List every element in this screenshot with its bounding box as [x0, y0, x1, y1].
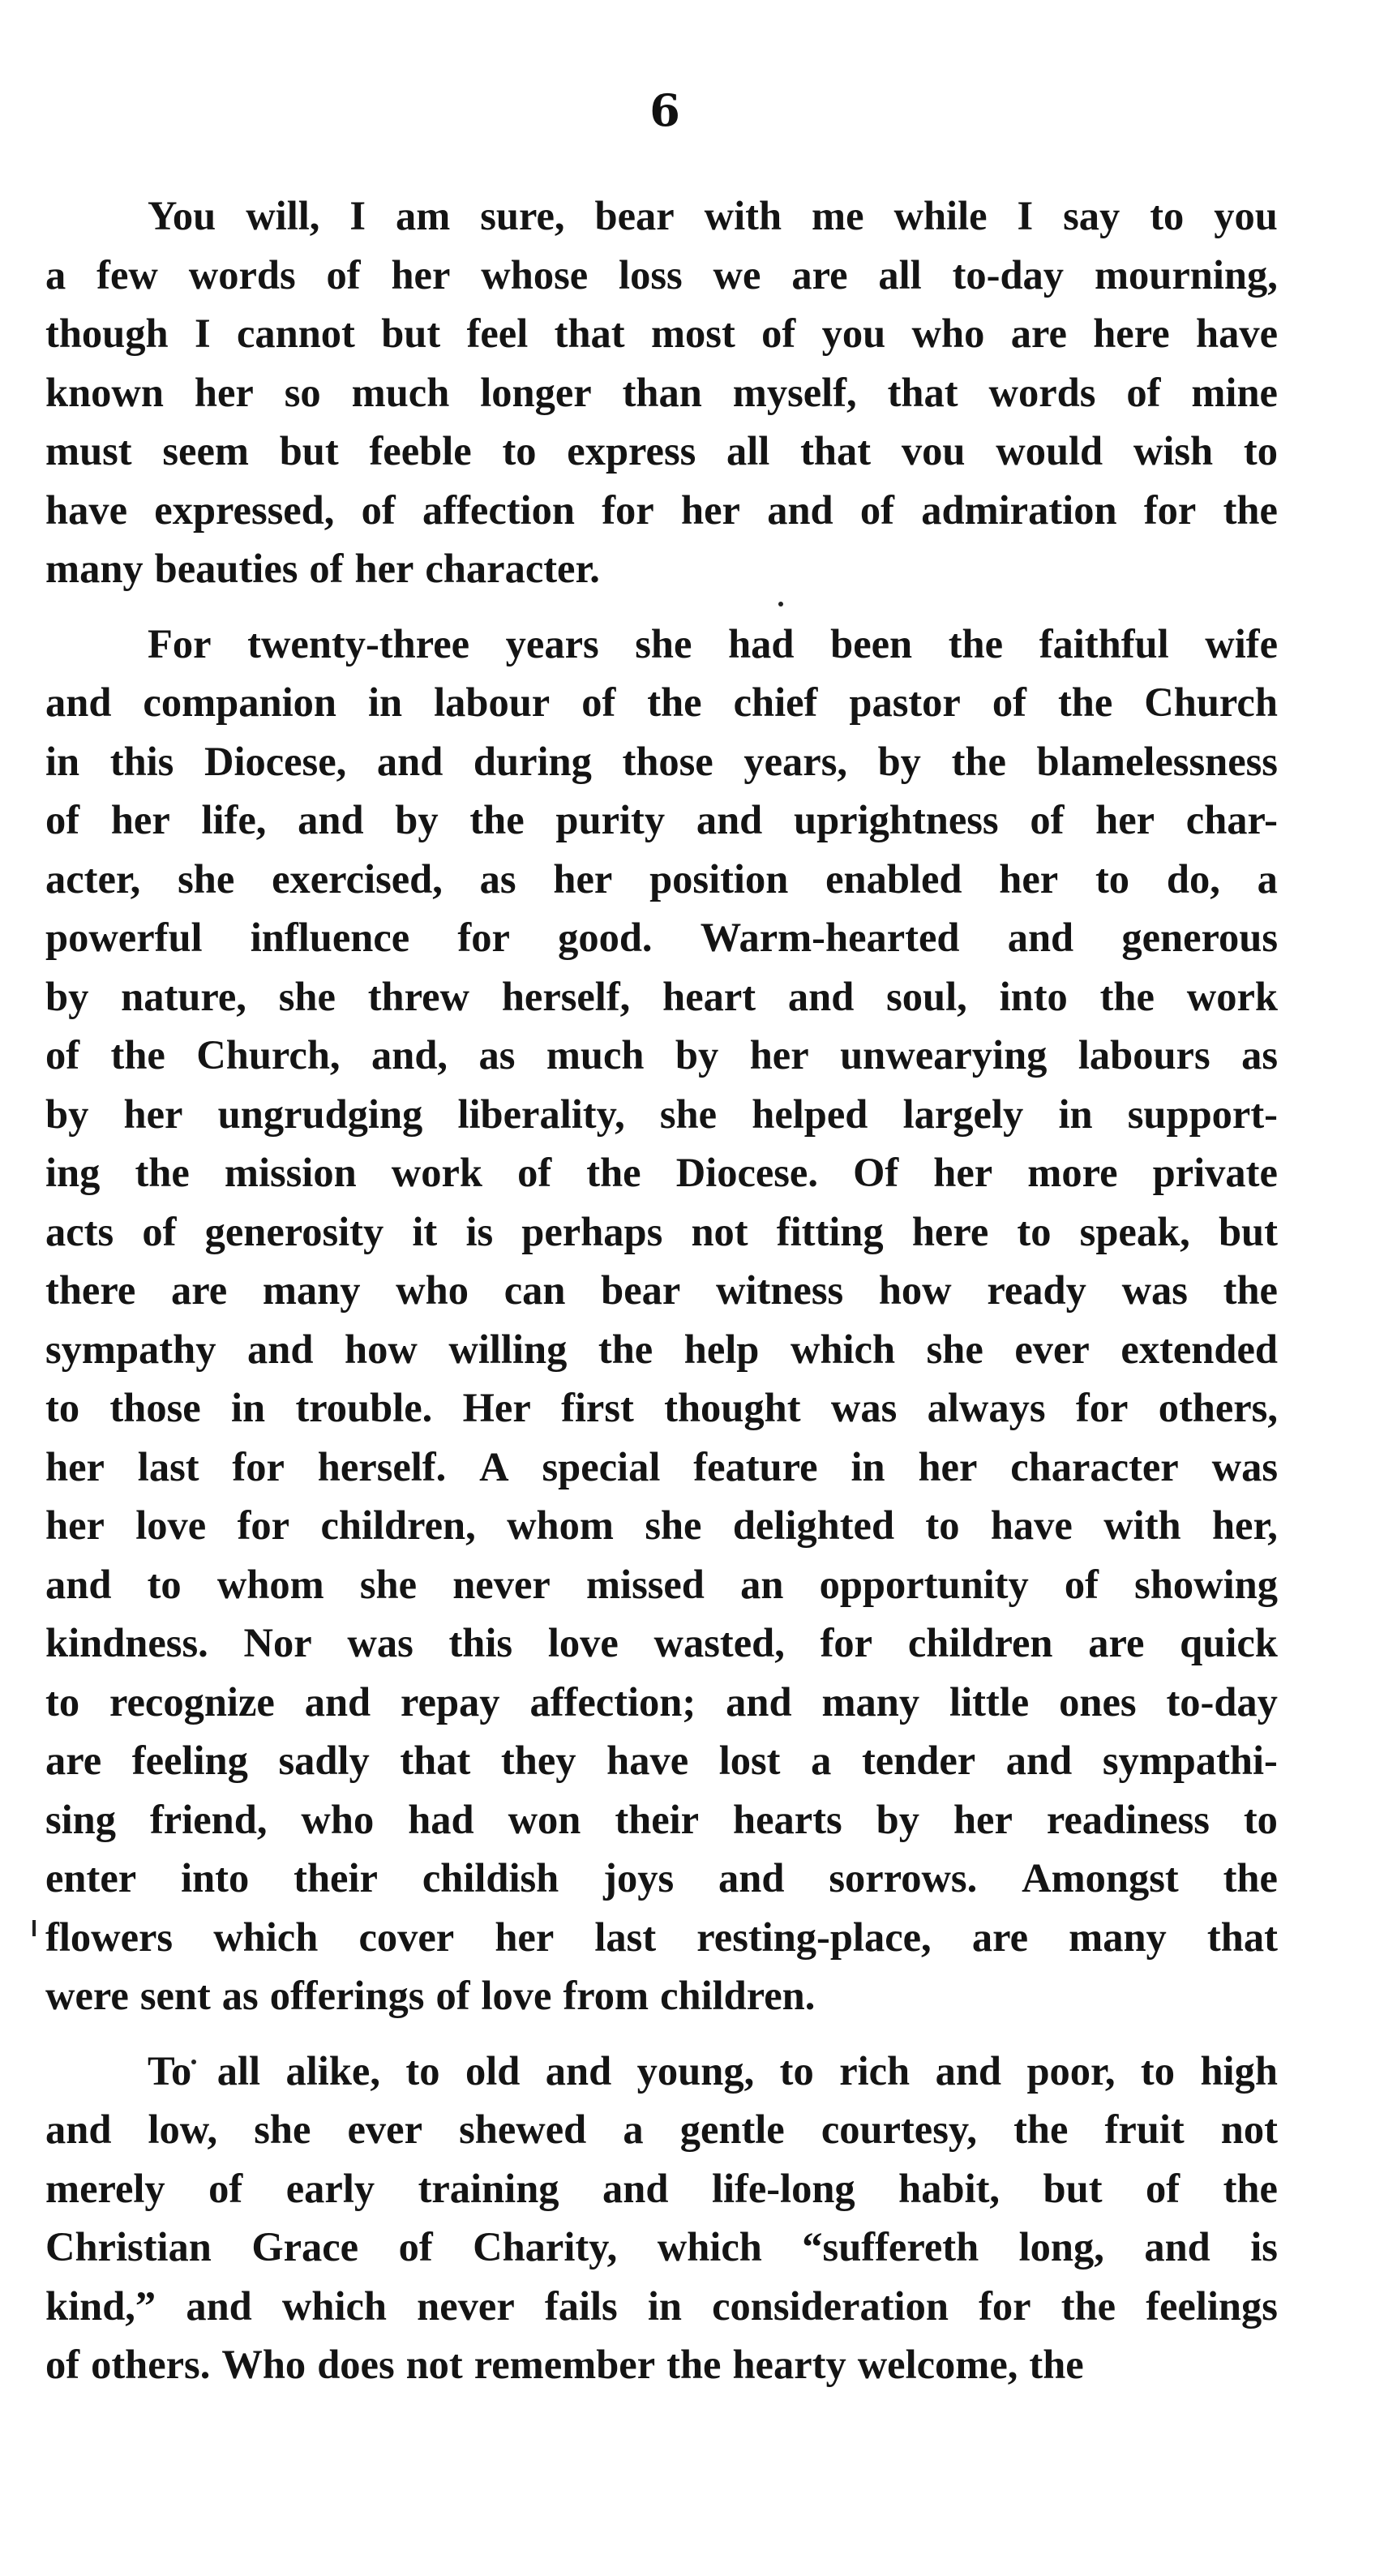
text-line: For twenty-three years she had been the faithful wife: [148, 620, 1278, 667]
print-mark: [32, 1920, 36, 1936]
text-line: many beauties of her character.: [45, 546, 600, 591]
text-line: are feeling sadly that they have lost a tender and sympathi-: [45, 1738, 1278, 1783]
text-line: and companion in labour of the chief pastor of the Church: [45, 679, 1278, 725]
text-line: and to whom she never missed an opportunity of showing: [45, 1561, 1278, 1607]
text-line: You will, I am sure, bear with me while I say to you: [148, 193, 1278, 238]
paragraph-gap: [45, 2025, 1278, 2042]
paragraph-gap: [45, 598, 1278, 615]
print-speck: [778, 602, 783, 606]
text-line: kindness. Nor was this love wasted, for children are quick: [45, 1620, 1278, 1665]
text-line: Christian Grace of Charity, which “suffereth long, and is: [45, 2224, 1278, 2270]
body-text: [45, 186, 1278, 2394]
paragraph: [45, 615, 1278, 2025]
text-line: a few words of her whose loss we are all to-day mourning,: [45, 251, 1278, 298]
text-line: acts of generosity it is perhaps not fitting here to speak, but: [45, 1208, 1278, 1254]
text-line: of her life, and by the purity and uprightness of her char-: [45, 797, 1278, 842]
text-line: sing friend, who had won their hearts by her readiness to: [45, 1796, 1278, 1842]
text-line: have expressed, of affection for her and of admiration for the: [45, 486, 1278, 533]
text-line: sympathy and how willing the help which she ever extended: [45, 1326, 1278, 1372]
text-line: to recognize and repay affection; and many little ones to-day: [45, 1678, 1278, 1725]
text-line: there are many who can bear witness how ready was the: [45, 1267, 1278, 1313]
page-number: 6: [649, 84, 680, 136]
print-speck: [191, 2060, 196, 2064]
text-line: acter, she exercised, as her position enabled her to do, a: [45, 855, 1278, 902]
text-line: kind,” and which never fails in consideration for the feelings: [45, 2282, 1278, 2329]
text-line: by nature, she threw herself, heart and soul, into the work: [45, 973, 1278, 1019]
paragraph: [45, 186, 1278, 598]
text-line: ing the mission work of the Diocese. Of her more private: [45, 1150, 1278, 1195]
text-line: of others. Who does not remember the hearty welcome, the: [45, 2342, 1084, 2387]
text-line: were sent as offerings of love from children.: [45, 1973, 816, 2018]
text-line: of the Church, and, as much by her unwearying labours as: [45, 1032, 1278, 1078]
text-line: known her so much longer than myself, that words of mine: [45, 369, 1278, 415]
text-line: though I cannot but feel that most of you who are here have: [45, 311, 1278, 356]
text-line: in this Diocese, and during those years, by the blamelessness: [45, 738, 1278, 784]
paragraph: [45, 2042, 1278, 2394]
text-line: and low, she ever shewed a gentle courtesy, the fruit not: [45, 2107, 1278, 2152]
text-line: her love for children, whom she delighted to have with her,: [45, 1502, 1278, 1548]
text-line: to those in trouble. Her first thought was always for others,: [45, 1385, 1278, 1430]
text-line: enter into their childish joys and sorrows. Amongst the: [45, 1855, 1278, 1901]
text-line: flowers which cover her last resting-place, are many that: [45, 1914, 1278, 1960]
text-line: her last for herself. A special feature in her character was: [45, 1443, 1278, 1489]
text-line: must seem but feeble to express all that vou would wish to: [45, 428, 1278, 474]
text-line: merely of early training and life-long habit, but of the: [45, 2165, 1278, 2211]
text-line: To all alike, to old and young, to rich and poor, to high: [148, 2047, 1278, 2094]
text-line: powerful influence for good. Warm-hearted and generous: [45, 915, 1278, 960]
text-line: by her ungrudging liberality, she helped largely in support-: [45, 1091, 1278, 1137]
